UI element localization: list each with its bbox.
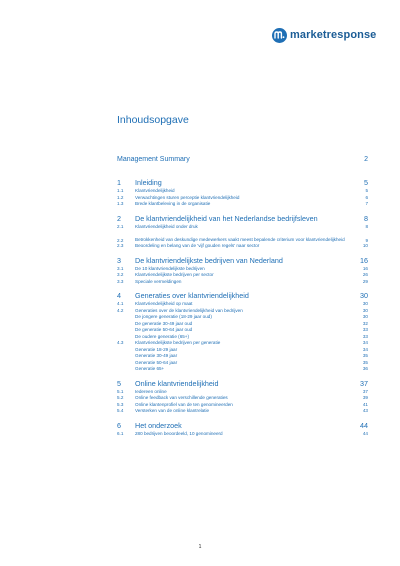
toc-item-title: Generatie 30-49 jaar [135,353,178,358]
toc-chapter-page: 5 [364,178,368,187]
toc-item-number: 5.3 [117,401,124,407]
toc-item-page: 34 [362,340,368,345]
toc-chapter-number: 3 [117,255,121,265]
toc-item-number: 5.2 [117,395,124,400]
toc-chapter-page: 44 [360,420,368,430]
toc-item-title: De 10 klantvriendelijkste bedrijven [135,265,205,271]
toc-chapter-title: Generaties over klantvriendelijkheid [135,291,249,300]
toc-item-row[interactable] [117,366,368,373]
toc-item-number: 4.1 [117,301,124,306]
toc-item-number: 3.2 [117,272,124,277]
toc-item-page: 36 [362,366,368,371]
brand-m-icon [272,28,287,43]
toc-item-title: Iedereen online [135,388,167,394]
toc-item-number: 2.3 [117,243,124,248]
toc-item-number: 4.2 [117,307,124,313]
toc-item-title: De generatie 30-49 jaar oud [135,320,193,326]
toc-item-number: 1.2 [117,194,124,200]
toc-section [117,178,368,208]
toc-item-title: Klantvriendelijkheid onder druk [135,223,198,229]
toc-item-title: Brede klantbeleving in de organisatie [135,201,211,206]
toc-item-page: 29 [362,278,368,284]
toc-item-title: Speciale vermeldingen [135,278,182,284]
toc-chapter-title: De klantvriendelijkste bedrijven van Nederland [135,255,283,265]
toc-item-page: 32 [362,320,368,326]
toc-item-page: 35 [362,353,368,358]
toc-item-page: 26 [362,272,368,277]
toc-chapter-row[interactable] [117,178,368,188]
toc-chapter-title: Online klantvriendelijkheid [135,378,219,388]
toc-item-page: 30 [362,314,368,319]
toc-item-number: 1.1 [117,188,124,193]
toc-chapter-page: 16 [360,255,368,265]
toc-item-page: 43 [362,408,368,413]
toc-item-title: 280 bedrijven beoordeeld, 10 genomineerd [135,430,223,436]
toc-item-page: 30 [362,307,368,313]
toc-chapter-row[interactable] [117,421,368,431]
toc-item-page: 16 [362,265,368,271]
page-title: Inhoudsopgave [117,114,189,126]
toc-item-number: 2.2 [117,238,124,243]
toc-item-page: 33 [362,333,368,339]
toc-item-title: Online klantenprofiel van de ten genomineerden [135,401,233,407]
toc-item-title: De oudere generatie (65+) [135,333,190,339]
toc-item-title: Klantvriendelijkste bedrijven per generatie [135,340,221,345]
table-of-contents [117,156,368,443]
toc-item-number: 5.4 [117,408,124,413]
page-number: 1 [198,544,202,550]
toc-item-title: Generaties over de klantvriendelijkheid van bedrijven [135,307,243,313]
toc-item-title: Klantvriendelijkste bedrijven per sector [135,272,214,277]
toc-item-page: 34 [362,346,368,352]
toc-chapter-row[interactable] [117,291,368,301]
toc-item-row[interactable] [117,279,368,286]
toc-item-title: Klantvriendelijkheid op maat [135,301,193,306]
toc-item-title: De jongere generatie (18-29 jaar oud) [135,314,212,319]
toc-item-number: 2.1 [117,223,124,229]
toc-chapter-title: Inleiding [135,178,162,187]
toc-item-page: 10 [362,243,368,248]
toc-item-page: 35 [362,359,368,365]
toc-chapter-title: De klantvriendelijkheid van het Nederlandse bedrijfsleven [135,213,318,223]
toc-item-row[interactable] [117,230,368,243]
toc-item-title: Betrokkenheid van deskundige medewerkers vaakt meest bepalende criterium voor klantvriendelijkheid [135,236,345,242]
toc-item-title: Generatie 65+ [135,366,165,371]
toc-summary-row[interactable] [117,156,368,166]
toc-item-page: 5 [365,188,368,193]
toc-item-page: 6 [365,194,368,200]
toc-item-number: 1.3 [117,201,124,206]
toc-item-page: 44 [362,430,368,436]
toc-section [117,291,368,373]
toc-item-row[interactable] [117,431,368,438]
toc-chapter-number: 4 [117,291,121,300]
toc-item-number: 3.3 [117,278,124,284]
toc-chapter-row[interactable] [117,379,368,389]
brand-logo [272,27,376,43]
toc-summary-title: Management Summary [117,156,190,163]
toc-chapter-row[interactable] [117,214,368,224]
toc-item-title: Generatie 18-29 jaar [135,346,178,352]
toc-item-row[interactable] [117,408,368,415]
toc-item-number: 3.1 [117,265,124,271]
toc-chapter-number: 1 [117,178,121,187]
toc-item-title: Generatie 50-64 jaar [135,359,178,365]
toc-section [117,214,368,250]
toc-item-title: Online feedback van verschillende generaties [135,395,228,400]
toc-chapter-number: 5 [117,378,121,388]
toc-item-page: 7 [365,201,368,206]
toc-section [117,256,368,286]
toc-chapter-row[interactable] [117,256,368,266]
toc-chapter-title: Het onderzoek [135,420,182,430]
toc-item-title: Klantvriendelijkheid [135,188,175,193]
toc-summary-page: 2 [364,156,368,163]
toc-item-page: 41 [362,401,368,407]
toc-item-page: 8 [365,223,368,229]
toc-item-page: 33 [362,327,368,332]
toc-section [117,379,368,415]
toc-item-title: Beoordeling en belang van de 'vijf gouden regels' naar sector [135,243,260,248]
toc-item-title: Versterken van de online klantrelatie [135,408,210,413]
toc-item-title: Verwachtingen sturen perceptie klantvriendelijkheid [135,194,240,200]
toc-chapter-page: 37 [360,378,368,388]
toc-item-page: 37 [362,388,368,394]
toc-section [117,421,368,438]
toc-item-row[interactable] [117,201,368,208]
toc-item-number: 5.1 [117,388,124,394]
toc-chapter-page: 30 [360,291,368,300]
toc-item-row[interactable] [117,243,368,250]
toc-item-page: 9 [365,238,368,243]
toc-chapter-page: 8 [364,213,368,223]
toc-chapter-number: 2 [117,213,121,223]
brand-name: marketresponse [290,29,377,41]
toc-item-page: 30 [362,301,368,306]
toc-chapter-number: 6 [117,420,121,430]
toc-item-page: 39 [362,395,368,400]
toc-item-number: 6.1 [117,430,124,436]
toc-item-number: 4.3 [117,340,124,345]
toc-item-title: De generatie 50-64 jaar oud [135,327,193,332]
